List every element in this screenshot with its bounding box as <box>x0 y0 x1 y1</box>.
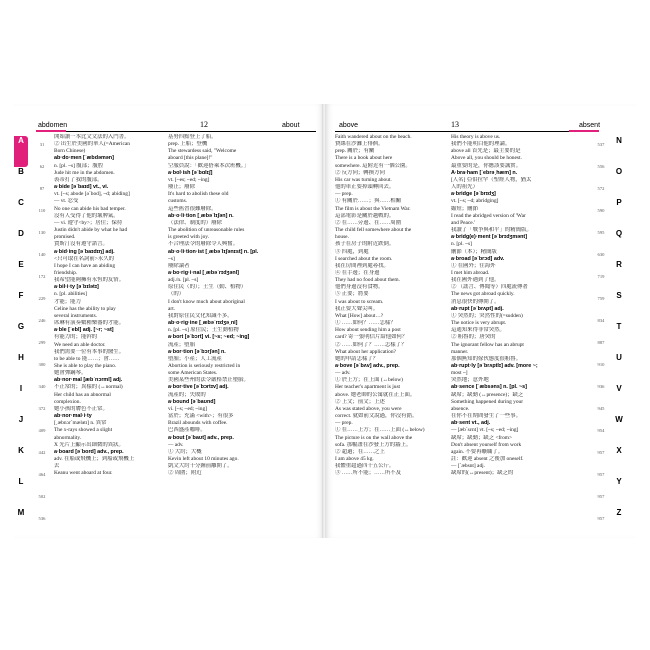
index-number: 246 <box>38 318 46 323</box>
dictionary-line: 她會彈鋼琴。 <box>54 370 87 377</box>
dictionary-line: — adv. <box>168 441 184 448</box>
tab-letter-v[interactable]: V <box>616 384 622 393</box>
dictionary-line: The child fell somewhere about the <box>335 227 412 234</box>
dictionary-line: 原住民（的）；土生（動、植物） <box>168 284 247 291</box>
left-page-index-numbers <box>36 141 48 537</box>
dictionary-line: Above all, you should be honest. <box>451 155 522 162</box>
dictionary-line: ab·sent vt., adj. <box>451 420 491 427</box>
index-number: 300 <box>38 362 46 367</box>
tab-letter-o[interactable]: O <box>615 167 623 176</box>
dictionary-line: I searched about the room. <box>335 255 393 262</box>
dictionary-line: The x-rays showed a slight <box>54 427 113 434</box>
dictionary-line: Brazil abounds with coffee. <box>168 420 228 427</box>
dictionary-line: a·bor·tive [əˋbɔrtɪv] adj. <box>168 384 229 391</box>
dictionary-line: We need an able doctor. <box>54 341 106 348</box>
tab-letter-z[interactable]: Z <box>616 508 622 517</box>
dictionary-line: ① ……如何？……怎樣？ <box>335 320 396 327</box>
dictionary-line: a·bol·ish [əˋbɑlɪʃ] <box>168 169 213 176</box>
dictionary-line: vi. [~s; ~ed; ~ing] <box>168 405 207 412</box>
dictionary-line: 空服員說：「歡迎搭乘本次班機。」 <box>168 162 249 169</box>
dictionary-line: 不合理法令的廢除令人興奮。 <box>168 241 239 248</box>
dictionary-line: n. [pl. ~s] 腹部；腹腔 <box>54 162 104 169</box>
index-number: 502 <box>38 494 46 499</box>
dictionary-line: a·bove [əˋbʌv] adv., prep. <box>335 363 400 369</box>
tab-letter-m[interactable]: M <box>17 508 25 517</box>
right-column-1 <box>335 134 435 478</box>
dictionary-line: Something happened during your <box>451 398 524 405</box>
index-number: 957 <box>597 450 605 455</box>
dictionary-line: The notice is very abrupt. <box>451 320 507 327</box>
index-number: 595 <box>597 230 605 235</box>
dictionary-line: 廢止；廢除 <box>168 184 195 191</box>
dictionary-line: 我們不能明白他的理論。 <box>451 141 511 148</box>
index-number: 464 <box>38 472 46 477</box>
dictionary-line: 我們需要一位有本事的醫生。 <box>54 348 125 355</box>
dictionary-line: a·broad [əˋbrɔd] adv. <box>451 255 505 262</box>
right-running-head-right: absent <box>579 122 601 129</box>
dictionary-line: 巴西盛產咖啡。 <box>168 427 206 434</box>
index-number: 759 <box>597 296 605 301</box>
dictionary-line: and Peace.' <box>451 219 476 226</box>
dictionary-line: 席琳有演奏數種樂器的才能。 <box>54 320 125 327</box>
dictionary-line: a·bout [əˋbaʊt] adv., prep. <box>168 434 234 441</box>
dictionary-line: vt. [~s; ~d; abridging] <box>451 198 499 205</box>
index-number: 140 <box>38 252 46 257</box>
tab-letter-f[interactable]: F <box>18 291 24 300</box>
dictionary-line: 我在國外遇到了他。 <box>451 277 500 284</box>
index-number: 87 <box>39 186 45 191</box>
tab-letter-g[interactable]: G <box>17 322 25 331</box>
dictionary-line: a·bide [əˋbaɪd] vt., vi. <box>54 184 109 191</box>
dictionary-line: 孩子在房子的附近跌倒。 <box>335 241 395 248</box>
dictionary-line: Don't absent yourself from work <box>451 441 522 448</box>
dictionary-line: prep. 關於；有關 <box>335 148 375 155</box>
dictionary-line: to be able to 能……；會…… <box>54 355 120 362</box>
dictionary-line: The picture is on the wall above the <box>335 434 413 441</box>
tab-letter-y[interactable]: Y <box>616 477 622 486</box>
dictionary-line: I met him abroad. <box>451 269 490 276</box>
index-number: 409 <box>38 428 46 433</box>
right-header-accent <box>569 130 599 132</box>
left-header-accent <box>36 130 66 132</box>
dictionary-line: ① 於上方；在上面 (↔below) <box>335 377 403 384</box>
tab-letter-i[interactable]: I <box>19 384 23 393</box>
tab-letter-x[interactable]: X <box>616 446 622 455</box>
dictionary-line: 這通知來得非常突然。 <box>451 327 505 334</box>
dictionary-line: ③ ……所不能；……所不及 <box>335 470 402 477</box>
dictionary-line: 沒有人受得了他的壞脾氣。 <box>54 212 119 219</box>
tab-letter-k[interactable]: K <box>18 446 24 455</box>
right-page-index-numbers <box>595 141 607 537</box>
dictionary-line: some American States. <box>168 370 218 377</box>
tab-letter-a[interactable]: A <box>14 136 28 167</box>
dictionary-line: abnormality. <box>54 434 82 441</box>
dictionary-line: 他們身邊沒有食物。 <box>335 284 384 291</box>
dictionary-line: ① 在……上方；在……上面 (↔below) <box>335 427 425 434</box>
tab-letter-r[interactable]: R <box>616 260 622 269</box>
dictionary-line: absence. <box>451 405 470 412</box>
tab-letter-t[interactable]: T <box>616 322 622 331</box>
dictionary-line: ③ 四處，到處 <box>335 248 369 255</box>
dictionary-line: 費絲在沙灘上徘徊。 <box>335 141 384 148</box>
dictionary-line: ab·o·li·tion·ist [ˏæbəˋlɪʃənɪst] n. [pl. <box>168 248 259 255</box>
dictionary-line: ab·o·rig·ine [ˏæbəˋrɪdʒəˏni] <box>168 320 238 327</box>
open-dictionary-book <box>14 104 636 538</box>
dictionary-line: somewhere. 這附近有一個公園。 <box>335 162 411 169</box>
dictionary-line: They had no food about them. <box>335 277 400 284</box>
dictionary-line: a·bil·i·ty [əˋbɪlətɪ] <box>54 284 99 291</box>
index-number: 572 <box>597 186 605 191</box>
left-running-head: abdomen <box>38 122 68 129</box>
dictionary-line: It's hard to abolish these old <box>168 191 229 198</box>
dictionary-line: 有能力的；能幹的 <box>54 334 98 341</box>
dictionary-line: [ˏæbnɔrˋmælətɪ] n. 異常 <box>54 420 107 427</box>
dictionary-line: I was about to scream. <box>335 298 384 305</box>
dictionary-line: ① 大約；大概 <box>168 448 202 455</box>
index-number: 957 <box>597 516 605 521</box>
index-number: 945 <box>597 406 605 411</box>
tab-letter-u[interactable]: U <box>616 353 622 362</box>
dictionary-line: card? 寄一張明信片給他如何？ <box>335 334 408 341</box>
tab-letter-q[interactable]: Q <box>615 229 623 238</box>
dictionary-line: ① 在國外；往海外 <box>451 262 496 269</box>
dictionary-line: ② （謠言、傳聞等）四處流傳著 <box>451 284 528 291</box>
index-number: 957 <box>597 472 605 477</box>
dictionary-line: ab·rupt [əˋbrʌpt] adj. <box>451 305 504 312</box>
dictionary-line: Her teacher's apartment is just <box>335 384 401 391</box>
dictionary-line: 我讀了「戰爭與和平」的精簡版。 <box>451 227 532 234</box>
right-page <box>325 104 636 538</box>
right-page-number: 13 <box>451 120 459 129</box>
dictionary-line: — adv. <box>335 370 351 377</box>
dictionary-line: 缺席；缺勤 (↔presence)；缺乏 <box>451 391 524 398</box>
right-letter-tabs[interactable] <box>612 136 626 538</box>
dictionary-line: above all 首先是；最主要的是 <box>451 148 521 155</box>
dictionary-line: I read the abridged version of 'War <box>451 212 526 219</box>
dictionary-line: ab·rupt·ly [əˋbrʌptlɪ] adv. [more ~; <box>451 363 538 369</box>
dictionary-line: 我體重超過四十五公斤。 <box>335 463 395 470</box>
dictionary-line: friendship. <box>54 269 78 276</box>
dictionary-line: promised. <box>54 234 76 241</box>
dictionary-line: ② 周圍；附近 <box>168 470 202 477</box>
dictionary-line: His car was turning about. <box>335 176 392 183</box>
dictionary-line: There is a book about here <box>335 155 393 162</box>
dictionary-line: I don't know much about aboriginal <box>168 298 245 305</box>
dictionary-line: n. [pl. ~s] 原住民；土生動植物 <box>168 327 239 334</box>
dictionary-line: — vt. 忍受 <box>54 198 79 205</box>
dictionary-line: 賈斯汀沒有遵守諾言。 <box>54 241 108 248</box>
dictionary-line: ab·nor·mal·i·ty <box>54 413 92 420</box>
dictionary-line: 刪節（本）；精簡版 <box>451 248 497 255</box>
dictionary-line: What about her application? <box>335 348 396 355</box>
dictionary-line: 基努四點登上了船。 <box>168 134 217 140</box>
right-column-2 <box>451 134 551 478</box>
dictionary-line: 流產；墮胎 <box>168 341 195 348</box>
dictionary-line: above. 她老師的公寓就在正上面。 <box>335 391 416 398</box>
dictionary-line: ④ 在手邊；在身邊 <box>335 269 380 276</box>
dictionary-line: a·bo·rig·i·nal [ˏæbəˋrɪdʒənl] <box>168 269 239 276</box>
dictionary-line: 富於；充滿 <with>；有很多 <box>168 413 234 420</box>
tab-letter-j[interactable]: J <box>18 415 24 424</box>
index-number: 887 <box>597 340 605 345</box>
tab-letter-w[interactable]: W <box>615 415 623 424</box>
dictionary-line: ② 粗魯的；唐突的 <box>451 334 496 341</box>
left-header-rule <box>36 131 316 132</box>
dictionary-line: 我希望能夠擁有永恆的友情。 <box>54 277 125 284</box>
dictionary-line: 才能；能力 <box>54 298 81 305</box>
left-column-1 <box>54 134 154 478</box>
index-number: 62 <box>39 164 45 169</box>
left-page-number: 12 <box>200 120 208 129</box>
dictionary-line: Born Chinese) <box>54 148 86 155</box>
left-page <box>14 104 324 538</box>
dictionary-line: manner. <box>451 348 469 355</box>
dictionary-line: As was stated above, you were <box>335 405 402 412</box>
left-letter-tabs[interactable] <box>14 136 28 538</box>
dictionary-line: 去 <box>54 463 60 470</box>
dictionary-line: 凱文大約十分鐘前離開了。 <box>168 463 233 470</box>
index-number: 556 <box>597 164 605 169</box>
dictionary-line: The film is about the Vietnam War. <box>335 205 411 212</box>
dictionary-line: Kevin left about 10 minutes ago. <box>168 456 239 463</box>
dictionary-line: prep. 上船；登機 <box>168 141 208 148</box>
index-number: 834 <box>597 318 605 323</box>
dictionary-line: 美國某些州的法令嚴格禁止墮胎。 <box>168 377 249 384</box>
index-number: 299 <box>38 340 46 345</box>
index-number: 910 <box>597 362 605 367</box>
dictionary-line: customs. <box>168 198 188 205</box>
dictionary-line: — prep. <box>335 191 353 198</box>
dictionary-line: 註：歡迎 absent 之後加 oneself. <box>451 456 524 463</box>
dictionary-line: Her child has an abnormal <box>54 391 111 398</box>
dictionary-line: 最重要的是，你應該要誠實。 <box>451 162 522 169</box>
dictionary-line: art. <box>168 305 176 312</box>
index-number: 229 <box>38 296 46 301</box>
left-running-head-right: about <box>282 122 300 129</box>
index-number: 442 <box>38 450 46 455</box>
dictionary-line: a·bridg(e)·ment [əˋbrɪdʒmənt] <box>451 234 527 241</box>
dictionary-line: adv. 在船或飛機上；到船或飛機上 <box>54 456 135 463</box>
dictionary-line: — vi. 遵守<by>；居住；保持 <box>54 219 123 226</box>
dictionary-line: ② 上文；前文；上述 <box>335 398 385 405</box>
tab-letter-l[interactable]: L <box>18 477 24 486</box>
dictionary-line: The abolition of unreasonable rules <box>168 227 245 234</box>
dictionary-line: ② 在……旁邊、在……周圍 <box>335 219 402 226</box>
dictionary-line: 我在房間裡到處尋找。 <box>335 262 389 269</box>
index-number: 590 <box>597 208 605 213</box>
dictionary-line: She is able to play the piano. <box>54 363 117 369</box>
tab-letter-b[interactable]: B <box>18 167 24 176</box>
dictionary-line: 缺席；缺勤；缺乏 <from> <box>451 434 513 441</box>
dictionary-line: 突然地；意外地 <box>451 377 489 384</box>
dictionary-line: I hope I can have an abiding <box>54 262 116 269</box>
index-number: 537 <box>597 142 605 147</box>
dictionary-line: How about sending him a post <box>335 327 401 334</box>
dictionary-line: I am above 45 kg. <box>335 456 374 463</box>
tab-letter-p[interactable]: P <box>616 198 622 207</box>
dictionary-line: aboard [this plane]!" <box>168 155 213 162</box>
dictionary-line: Jude hit me in the abdomen. <box>54 169 115 176</box>
index-number: 110 <box>38 208 46 213</box>
dictionary-line: 她的申請怎樣了？ <box>335 355 379 362</box>
left-column-2 <box>168 134 268 478</box>
dictionary-line: sofa. 那幅畫在沙發上方的牆上。 <box>335 441 412 448</box>
index-number: 957 <box>597 494 605 499</box>
dictionary-line: [人名] 亞伯拉罕（聖經人物，猶太 <box>451 176 532 183</box>
dictionary-line: 消息很快的傳開了。 <box>451 298 500 305</box>
dictionary-line: n. [pl. abilities] <box>54 291 87 298</box>
index-number: 719 <box>597 274 605 279</box>
dictionary-line: 在你不在期間發生了一些事。 <box>451 413 522 420</box>
dictionary-line: ① 有關於……；與……相關 <box>335 198 402 205</box>
dictionary-line: 這些舊習很難廢除。 <box>168 205 217 212</box>
tab-letter-d[interactable]: D <box>18 229 24 238</box>
dictionary-line: ~s] <box>168 255 175 262</box>
dictionary-line: 我對原住民文化知識不多。 <box>168 312 233 319</box>
dictionary-line: 不正常的；異樣的 (↔normal) <box>54 384 123 391</box>
dictionary-line: Celine has the ability to play <box>54 305 116 312</box>
dictionary-line: 人的祖先） <box>451 184 478 191</box>
dictionary-line: most ~] <box>451 370 468 377</box>
dictionary-line: Justin didn't abide by what he had <box>54 227 128 234</box>
dictionary-line: No one can abide his bad temper. <box>54 205 126 212</box>
dictionary-line: 他的車正要掉頭轉回去。 <box>335 184 395 191</box>
dictionary-line: ① 突然的；突然性的(=sudden) <box>451 312 523 319</box>
tab-letter-s[interactable]: S <box>616 291 622 300</box>
dictionary-line: X 光片上顯示出細微的異狀。 <box>54 441 124 448</box>
dictionary-line: vt. [~es; ~ed; ~ing] <box>168 176 210 183</box>
dictionary-line: 裘蒂打了我的腹部。 <box>54 176 103 183</box>
dictionary-line: ② 出生於美國的華人(=American <box>54 141 130 148</box>
dictionary-line: a·bound [əˋbaʊnd] <box>168 398 216 405</box>
dictionary-line: complexion. <box>54 398 81 405</box>
dictionary-line: a·ble [ˋebl] adj. [~r; ~st] <box>54 327 114 334</box>
dictionary-line: ⑤ 正要；將要 <box>335 291 369 298</box>
dictionary-line: 缺席的(↔present)；缺乏的 <box>451 470 514 477</box>
dictionary-line: 墮胎；小產；人工流產 <box>168 355 222 362</box>
right-running-head: above <box>339 122 359 129</box>
dictionary-line: ② 超過；在……之上 <box>335 448 385 455</box>
index-number: 340 <box>38 384 46 389</box>
dictionary-line: a·bid·ing [əˋbaɪdɪŋ] adj. <box>54 248 115 255</box>
index-number: 130 <box>38 230 46 235</box>
dictionary-line: ② 反方向；轉換方向 <box>335 169 385 176</box>
dictionary-line: The ignorant fellow has an abrupt <box>451 341 524 348</box>
dictionary-line: ab·nor·mal [æbˋnɔrml] adj. <box>54 377 123 384</box>
dictionary-line: a·bor·tion [əˋbɔrʃən] n. <box>168 348 226 355</box>
dictionary-line: （法律、制度的）廢除 <box>168 219 222 226</box>
index-number: 936 <box>597 384 605 389</box>
dictionary-line: <只可取在名詞前>永久的 <box>54 255 114 262</box>
dictionary-line: What [How] about…? <box>335 312 384 319</box>
index-number: 172 <box>38 274 46 279</box>
dictionary-line: 這部電影是關於越戰的。 <box>335 212 395 219</box>
dictionary-line: again. 不要再曠職了。 <box>451 448 504 455</box>
dictionary-line: ② ……如何了？……怎樣了？ <box>335 341 407 348</box>
index-number: 31 <box>39 142 45 147</box>
tab-letter-c[interactable]: C <box>18 198 24 207</box>
dictionary-line: A·bra·ham [ˋebrəˏhæm] n. <box>451 169 518 176</box>
dictionary-line: Abortion is seriously restricted in <box>168 363 241 369</box>
dictionary-line: a·bridge [əˋbrɪdʒ] <box>451 191 496 198</box>
tab-letter-e[interactable]: E <box>18 260 24 269</box>
dictionary-line: is greeted with joy. <box>168 234 209 241</box>
dictionary-line: 我正要大聲尖叫。 <box>335 305 379 312</box>
dictionary-line: n. [pl. ~s] <box>451 241 472 248</box>
dictionary-line: ab·sence [ˋæbsəns] n. [pl. ~s] <box>451 384 527 391</box>
dictionary-line: house. <box>335 234 349 241</box>
dictionary-line: 那個無知的傢伙態度很粗魯。 <box>451 355 522 362</box>
tab-letter-h[interactable]: H <box>18 353 24 362</box>
dictionary-line: ab·do·men [ˋæbdəmən] <box>54 155 114 162</box>
dictionary-line: — prep. <box>335 420 353 427</box>
dictionary-line: a·board [əˋbord] adv., prep. <box>54 448 124 455</box>
dictionary-line: — [æbˋsɛnt] vt. [~s; ~ed; ~ing] <box>451 427 519 434</box>
dictionary-line: 流產的；失敗的 <box>168 391 206 398</box>
dictionary-line: 她小孩的膚色不正常。 <box>54 405 108 412</box>
dictionary-line: adj./n. [pl. ~s] <box>168 277 199 284</box>
dictionary-line: The news got abroad quickly. <box>451 291 515 298</box>
index-number: 954 <box>597 428 605 433</box>
dictionary-line: vt. [~s; abode [əˋbod], ~d; abiding] <box>54 191 130 198</box>
dictionary-line: Faith wandered about on the beach. <box>335 134 412 140</box>
dictionary-line: ab·o·li·tion [ˏæbəˋlɪʃən] n. <box>168 212 234 219</box>
dictionary-line: 開始讀一本比文文法的入門書。 <box>54 134 130 140</box>
dictionary-line: 廢除論者 <box>168 262 190 269</box>
tab-letter-n[interactable]: N <box>616 136 622 145</box>
dictionary-line: His theory is above us. <box>451 134 501 140</box>
dictionary-line: correct. 就如前文說過，你沒有錯。 <box>335 413 418 420</box>
dictionary-line: — [ˋæbsnt] adj. <box>451 463 485 470</box>
dictionary-line: several instruments. <box>54 312 98 319</box>
dictionary-line: （的） <box>168 291 185 298</box>
dictionary-line: a·bort [əˋbɔrt] vi. [~s; ~ed; ~ing] <box>168 334 250 341</box>
index-number: 630 <box>597 252 605 257</box>
right-header-rule <box>335 131 599 132</box>
index-number: 536 <box>38 516 46 521</box>
dictionary-line: Keanu went aboard at four. <box>54 470 113 477</box>
dictionary-line: 縮短；刪節 <box>451 205 478 212</box>
index-number: 372 <box>38 406 46 411</box>
dictionary-line: The stewardess said, "Welcome <box>168 148 237 155</box>
